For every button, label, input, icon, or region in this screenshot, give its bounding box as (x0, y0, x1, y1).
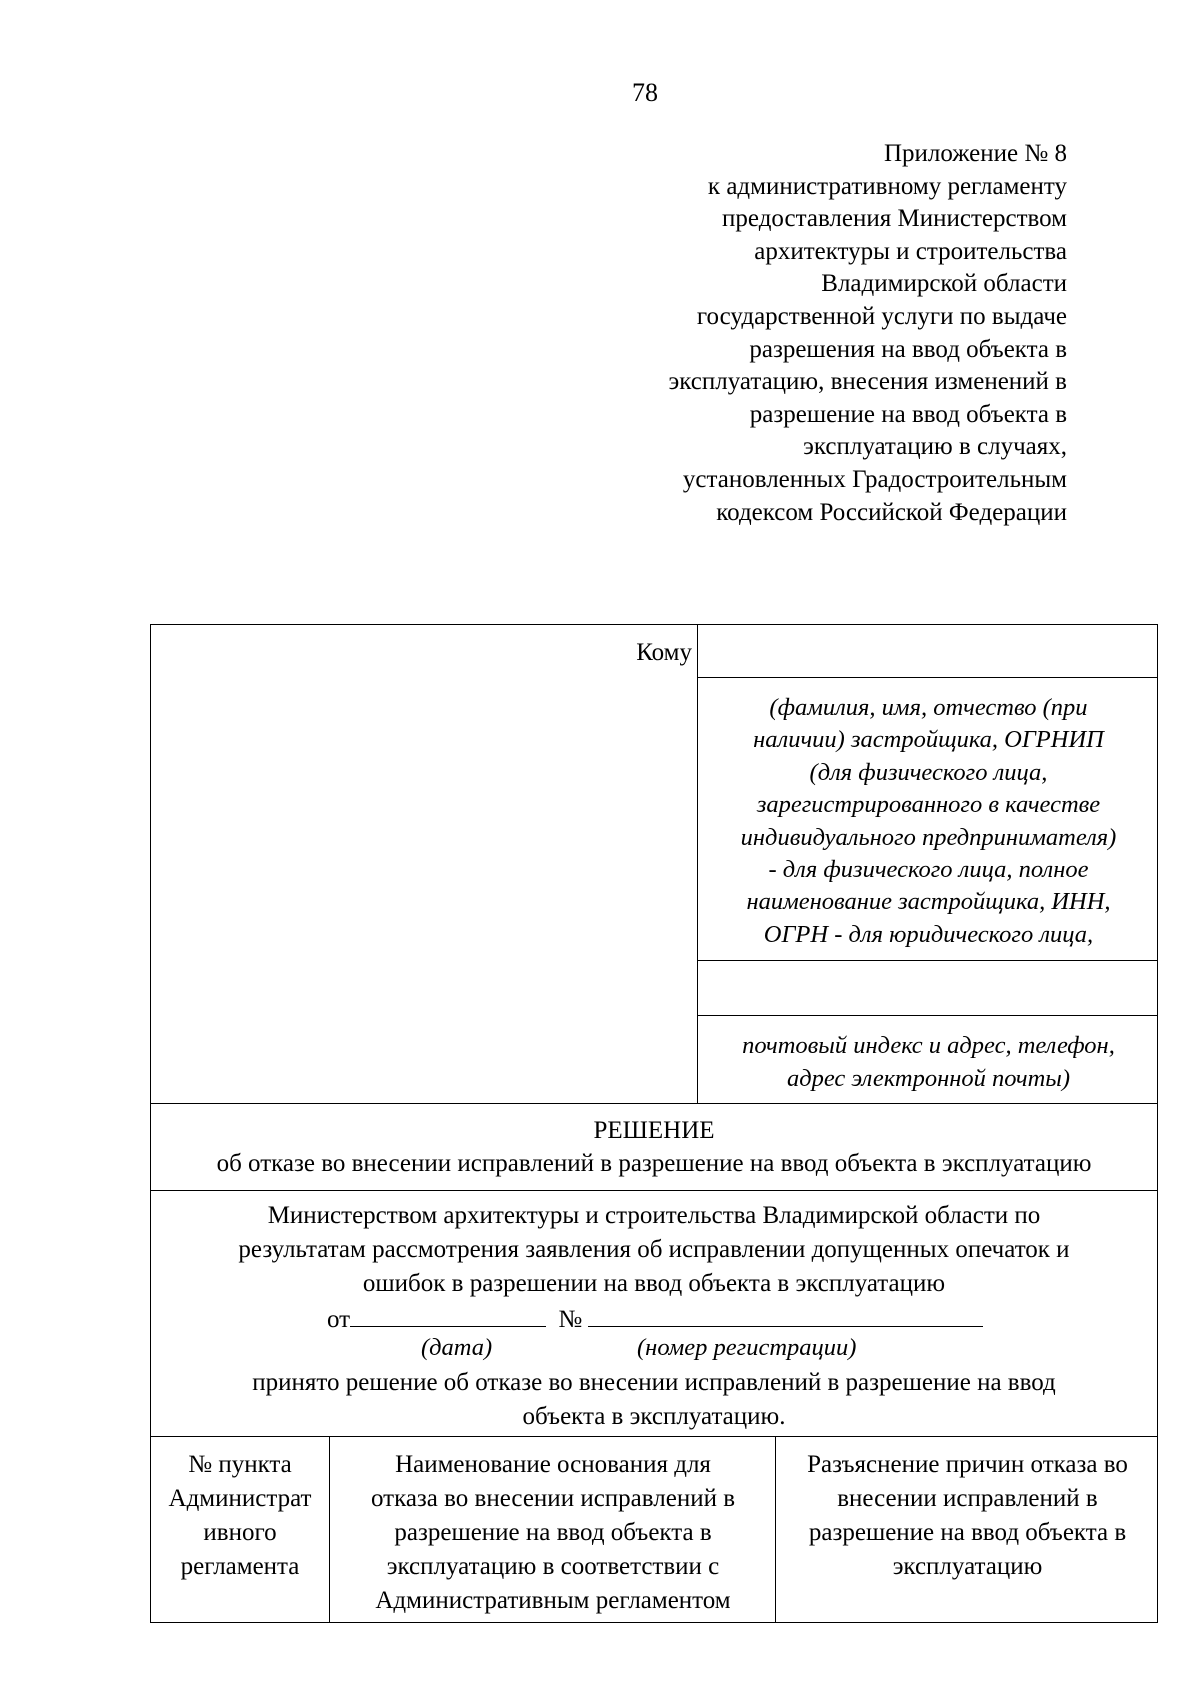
recipient-label: Кому (636, 639, 692, 666)
recipient-line-hint-end (697, 960, 1158, 961)
appendix-line: разрешения на ввод объекта в (749, 335, 1067, 363)
hint-line: наличии) застройщика, ОГРНИП (753, 726, 1104, 754)
date-field[interactable] (350, 1302, 546, 1327)
appendix-line: установленных Градостроительным (682, 465, 1067, 493)
decision-result (150, 1366, 1158, 1434)
page-number: 78 (632, 78, 658, 107)
body-top-line (150, 1190, 1158, 1191)
appendix-line: кодексом Российской Федерации (716, 498, 1067, 526)
date-hint: (дата) (421, 1334, 493, 1361)
header-line: разрешение на ввод объекта в (808, 1519, 1127, 1546)
decision-top-line (150, 1103, 1158, 1104)
appendix-line: Владимирской области (821, 270, 1067, 298)
header-line: ивного (203, 1519, 277, 1546)
appendix-line: предоставления Министерством (722, 205, 1067, 233)
header-line: отказа во внесении исправлений в (370, 1485, 736, 1512)
registration-number-field[interactable] (588, 1302, 983, 1327)
reasons-table-top-line (150, 1436, 1158, 1437)
body-line: ошибок в разрешении на ввод объекта в эксплуатацию (362, 1270, 946, 1297)
col-header-explanation (777, 1448, 1158, 1584)
appendix-line: архитектуры и строительства (754, 237, 1067, 265)
hint-line: - для физического лица, полное (768, 856, 1089, 884)
result-line: объекта в эксплуатацию. (522, 1403, 786, 1430)
hint-line: (фамилия, имя, отчество (при (769, 694, 1088, 721)
reasons-col-divider-2 (775, 1436, 776, 1623)
header-line: Разъяснение причин отказа во (807, 1451, 1128, 1478)
header-line: эксплуатацию (892, 1553, 1043, 1580)
hint-line: ОГРН - для юридического лица, (763, 920, 1094, 948)
appendix-line: разрешение на ввод объекта в (749, 400, 1067, 428)
header-line: эксплуатацию в соответствии с (386, 1553, 720, 1580)
col-header-clause (151, 1448, 329, 1584)
recipient-address-hint (699, 1029, 1158, 1095)
header-line: Администрат (168, 1485, 312, 1512)
appendix-line: государственной услуги по выдаче (696, 302, 1067, 330)
from-label: от (327, 1306, 351, 1333)
header-line: разрешение на ввод объекта в (394, 1519, 712, 1546)
reasons-col-divider-1 (329, 1436, 330, 1623)
col-header-grounds (331, 1448, 775, 1618)
registration-hint: (номер регистрации) (637, 1334, 857, 1361)
appendix-line: эксплуатацию в случаях, (803, 433, 1067, 461)
appendix-header (547, 138, 1067, 529)
recipient-divider (697, 624, 698, 1103)
body-line: Министерством архитектуры и строительства Владимирской области по (267, 1202, 1041, 1229)
decision-subtitle: об отказе во внесении исправлений в разрешение на ввод объекта в эксплуатацию (216, 1150, 1092, 1177)
from-date-row (327, 1302, 1027, 1336)
header-line: № пункта (188, 1451, 292, 1478)
hint-line: почтовый индекс и адрес, телефон, (742, 1032, 1115, 1059)
hint-line: зарегистрированного в качестве (756, 791, 1101, 819)
decision-body (150, 1199, 1158, 1301)
appendix-line: к административному регламенту (707, 172, 1067, 200)
hint-line: индивидуального предпринимателя) (740, 823, 1117, 851)
hint-line: наименование застройщика, ИНН, (746, 888, 1111, 916)
header-line: Наименование основания для (395, 1451, 711, 1478)
decision-title: РЕШЕНИЕ (593, 1117, 715, 1144)
header-line: регламента (180, 1553, 300, 1580)
header-line: внесении исправлений в (837, 1485, 1098, 1512)
hint-line: адрес электронной почты) (786, 1065, 1071, 1092)
recipient-line-name (697, 677, 1158, 678)
body-line: результатам рассмотрения заявления об исправлении допущенных опечаток и (238, 1236, 1070, 1263)
number-label: № (558, 1306, 583, 1333)
recipient-line-address (697, 1015, 1158, 1016)
appendix-line: эксплуатацию, внесения изменений в (668, 368, 1067, 396)
hint-line: (для физического лица, (809, 758, 1048, 786)
appendix-line: Приложение № 8 (883, 140, 1067, 167)
result-line: принято решение об отказе во внесении исправлений в разрешение на ввод (252, 1369, 1056, 1396)
recipient-name-hint (699, 692, 1158, 951)
header-line: Административным регламентом (375, 1587, 731, 1614)
